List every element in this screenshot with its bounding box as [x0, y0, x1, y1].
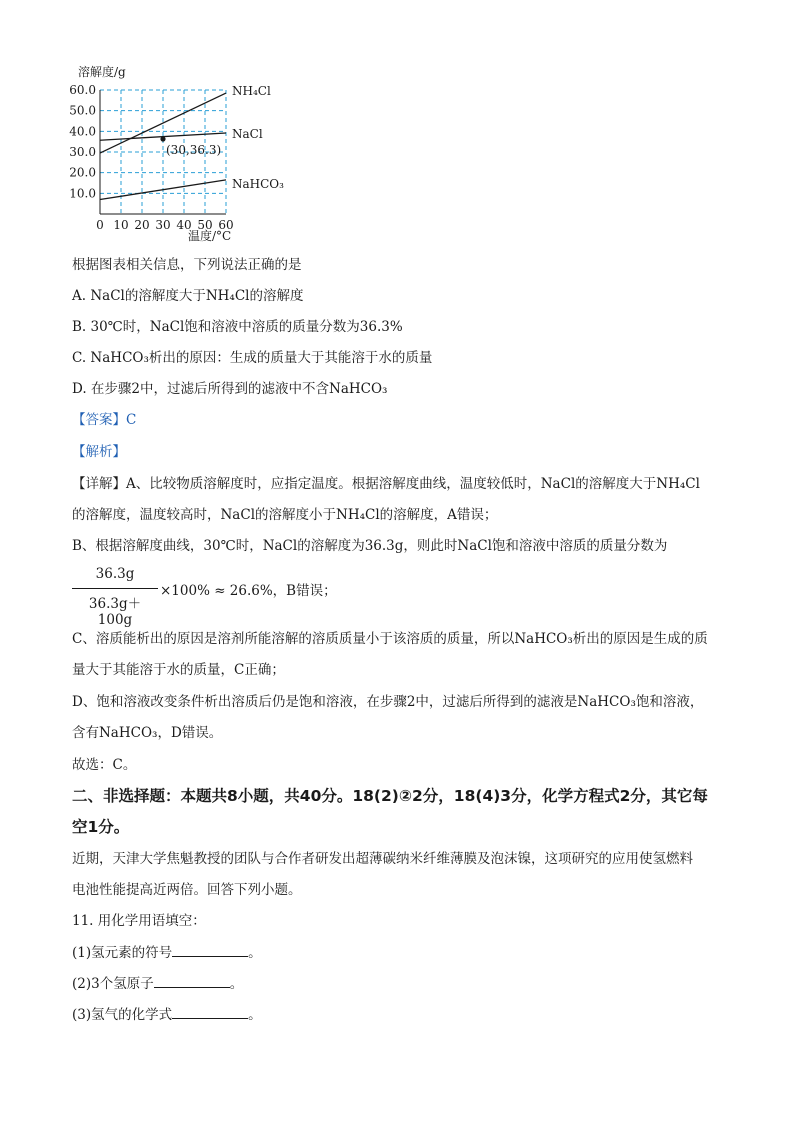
answer-label: 【答案】C — [72, 412, 137, 428]
detail-line-6: D、饱和溶液改变条件析出溶质后仍是饱和溶液，在步骤2中，过滤后所得到的滤液是NaHCO₃饱和溶液， — [72, 694, 704, 710]
x-tick-label: 40 — [176, 218, 192, 232]
chart-ylabel: 溶解度/g — [78, 65, 126, 79]
series-label-1: NaCl — [232, 126, 263, 141]
paragraph-line-1: 近期，天津大学焦魁教授的团队与合作者研发出超薄碳纳米纤维薄膜及泡沫镍，这项研究的应用使氢燃料 — [72, 851, 693, 867]
question-intro: 根据图表相关信息，下列说法正确的是 — [72, 257, 302, 273]
fraction-denominator: 36.3g＋100g — [88, 596, 142, 628]
answer-blank-3[interactable] — [172, 1005, 248, 1019]
q11-1-text: (1)氢元素的符号 — [72, 945, 173, 961]
q11-2-text: (2)3个氢原子 — [72, 976, 154, 992]
section-heading-line-1: 二、非选择题：本题共8小题，共40分。18(2)②2分，18(4)3分，化学方程式2分，其它每 — [72, 787, 708, 805]
question-11-title: 11. 用化学用语填空： — [72, 913, 206, 929]
y-tick-label: 10.0 — [69, 186, 96, 201]
question-11-3 — [72, 1005, 262, 1024]
option-c: C. NaHCO₃析出的原因：生成的质量大于其能溶于水的质量 — [72, 350, 433, 366]
detail-line-2: 的溶解度，温度较高时，NaCl的溶解度小于NH₄Cl的溶解度，A错误； — [72, 507, 498, 523]
question-11-1 — [72, 943, 262, 962]
analysis-label: 【解析】 — [72, 444, 126, 460]
fraction-result: ×100% ≈ 26.6%，B错误； — [160, 583, 337, 599]
x-tick-label: 50 — [197, 218, 213, 232]
q11-2-period: 。 — [229, 976, 244, 992]
q11-1-period: 。 — [248, 945, 262, 961]
paragraph-line-2: 电池性能提高近两倍。回答下列小题。 — [72, 882, 302, 898]
section-heading-line-2: 空1分。 — [72, 818, 130, 836]
y-tick-label: 40.0 — [69, 124, 96, 139]
option-d: D. 在步骤2中，过滤后所得到的滤液中不含NaHCO₃ — [72, 381, 388, 397]
option-b: B. 30℃时，NaCl饱和溶液中溶质的质量分数为36.3% — [72, 319, 403, 335]
fraction-numerator: 36.3g — [95, 566, 135, 582]
q11-3-period: 。 — [248, 1007, 262, 1023]
marked-point — [160, 136, 165, 141]
choose-line: 故选：C。 — [72, 757, 137, 773]
x-tick-label: 60 — [218, 218, 234, 232]
x-tick-label: 30 — [155, 218, 171, 232]
detail-line-5: 量大于其能溶于水的质量，C正确； — [72, 662, 285, 678]
answer-blank-1[interactable] — [172, 943, 248, 957]
series-label-2: NaHCO₃ — [232, 176, 284, 191]
x-tick-label: 0 — [96, 218, 104, 232]
solubility-chart — [60, 58, 300, 248]
x-tick-label: 10 — [113, 218, 129, 232]
y-tick-label: 20.0 — [69, 165, 96, 180]
answer-blank-2[interactable] — [154, 974, 230, 988]
detail-line-3: B、根据溶解度曲线，30℃时，NaCl的溶解度为36.3g，则此时NaCl饱和溶液中溶质的质量分数为 — [72, 538, 668, 554]
fraction-bar — [72, 588, 158, 589]
chart-series — [100, 84, 284, 199]
q11-3-text: (3)氢气的化学式 — [72, 1007, 173, 1023]
question-11-2 — [72, 974, 243, 993]
x-tick-label: 20 — [134, 218, 150, 232]
y-tick-label: 60.0 — [69, 83, 96, 97]
y-tick-label: 30.0 — [69, 145, 96, 159]
series-label-0: NH₄Cl — [232, 84, 271, 99]
option-a: A. NaCl的溶解度大于NH₄Cl的溶解度 — [72, 288, 304, 304]
detail-line-1: 【详解】A、比较物质溶解度时，应指定温度。根据溶解度曲线，温度较低时，NaCl的溶解度大于NH₄Cl — [72, 476, 700, 492]
detail-line-7: 含有NaHCO₃，D错误。 — [72, 725, 223, 741]
chart-ticks — [69, 83, 233, 232]
chart-xlabel: 温度/°C — [188, 229, 232, 243]
marked-point-label: (30,36.3) — [166, 142, 222, 157]
y-tick-label: 50.0 — [69, 103, 96, 118]
detail-line-4: C、溶质能析出的原因是溶剂所能溶解的溶质质量小于该溶质的质量，所以NaHCO₃析出的原因是生成的质 — [72, 631, 708, 647]
